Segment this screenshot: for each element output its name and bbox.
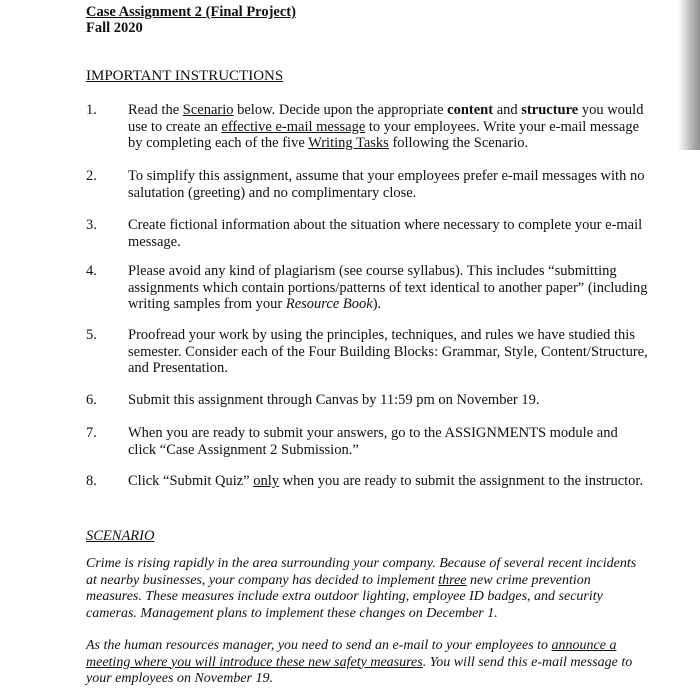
item-number: 3. (86, 217, 97, 233)
meeting-announcement-link: announce a meeting where you will introduce these new safety measures (86, 638, 617, 670)
item-text: When you are ready to submit your answers, go to the ASSIGNMENTS module and click “Case Assignment 2 Submission.” (128, 425, 618, 458)
document-term: Fall 2020 (86, 20, 143, 36)
item-text: Please avoid any kind of plagiarism (see course syllabus). This includes “submitting assignments which contain portions/patterns of text identical to another paper” (including writing samples from your Resource Book). (128, 263, 648, 312)
scenario-heading: SCENARIO (86, 528, 155, 544)
writing-tasks-link: Writing Tasks (308, 135, 389, 151)
item-number: 1. (86, 102, 97, 118)
item-number: 8. (86, 473, 97, 489)
instructions-heading: IMPORTANT INSTRUCTIONS (86, 68, 284, 84)
item-text: Submit this assignment through Canvas by 11:59 pm on November 19. (128, 392, 540, 408)
item-number: 4. (86, 263, 97, 279)
effective-email-link: effective e-mail message (221, 118, 366, 135)
page-edge-shadow (678, 0, 700, 150)
item-number: 6. (86, 392, 97, 408)
item-text: Proofread your work by using the principles, techniques, and rules we have studied this semester. Consider each of the Four Building Blocks: Grammar, Style, Content/Structure, and Presentation. (128, 327, 648, 376)
item-text: To simplify this assignment, assume that your employees prefer e-mail messages with no salutation (greeting) and no complimentary close. (128, 168, 645, 201)
scenario-paragraph-1: Crime is rising rapidly in the area surrounding your company. Because of several recent incidents at nearby businesses, your company has decided to implement three new crime prevention measures. These measures include extra outdoor lighting, employee ID badges, and security cameras. Management plans to implement these changes on December 1. (86, 556, 637, 621)
item-number: 7. (86, 425, 97, 441)
item-number: 2. (86, 168, 97, 184)
scenario-paragraph-2: As the human resources manager, you need to send an e-mail to your employees to announce a meeting where you will introduce these new safety measures. You will send this e-mail message to your employees on November 19. (86, 638, 633, 686)
scenario-link: Scenario (182, 102, 234, 118)
item-text: Click “Submit Quiz” only when you are ready to submit the assignment to the instructor. (128, 473, 644, 489)
item-text: Read the Scenario below. Decide upon the appropriate content and structure you would use to create an effective e-mail message to your employees. Write your e-mail message by completing each of the five Writing Tasks following the Scenario. (128, 102, 644, 151)
item-text: Create fictional information about the situation where necessary to complete your e-mail message. (128, 217, 643, 250)
item-number: 5. (86, 327, 97, 343)
document-title: Case Assignment 2 (Final Project) (86, 4, 296, 20)
